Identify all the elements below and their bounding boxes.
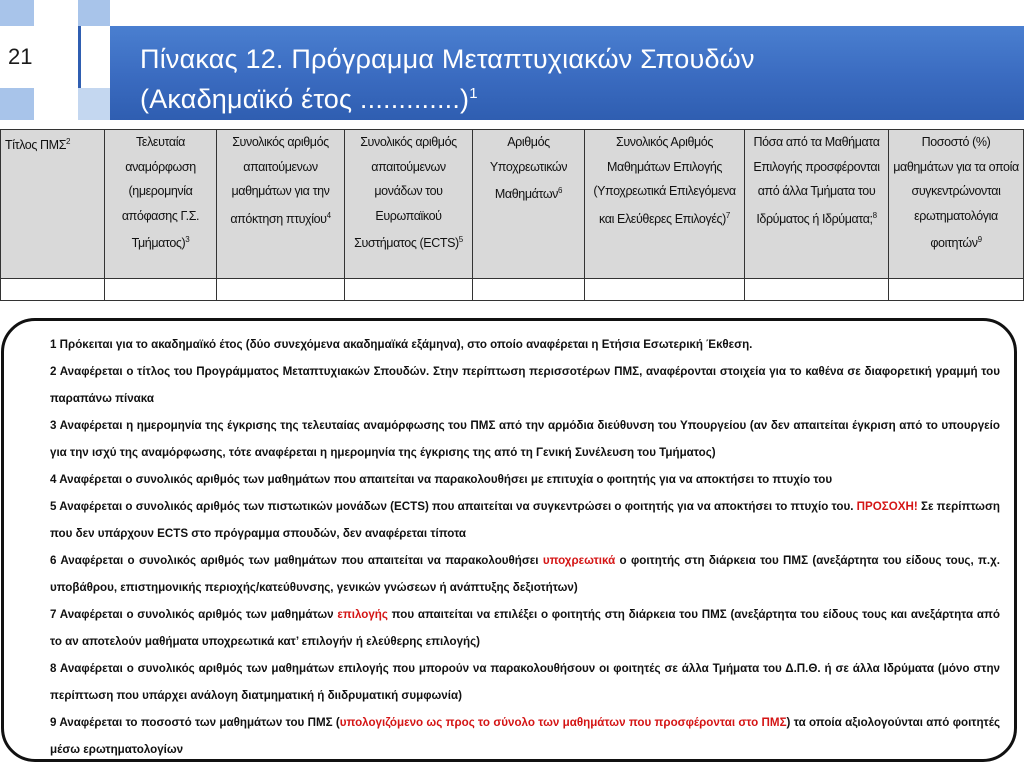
col-header-ects (345, 130, 473, 279)
footnote-ref: 5 (458, 235, 463, 245)
note-text: Σε περίπτωση που δεν υπάρχουν ECTS στο πρόγραμμα σπουδών, δεν αναφέρεται τίποτα (50, 500, 1000, 540)
decor-square (78, 0, 110, 26)
note-text: 9 Αναφέρεται το ποσοστό των μαθημάτων του ΠΜΣ ( (50, 716, 340, 729)
slide-subtitle (140, 84, 478, 115)
col-header-compulsory-courses (473, 130, 585, 279)
note-text: 3 Αναφέρεται η ημερομηνία της έγκρισης της τελευταίας αναμόρφωσης του ΠΜΣ από την αρμόδια διεύθυνση του Υπουργείου (αν δεν απαιτείται έγκριση από το υπουργείο για την ισχύ της αναμόρφωσης, τότε αναφέρεται η ημερομηνία της έγκρισης της από τη Γενική Συνέλευση του Τμήματος) (50, 419, 1000, 459)
table-cell[interactable] (585, 279, 745, 301)
header-text: Συνολικός αριθμός απαιτούμενων μονάδων του Ευρωπαϊκού Συστήματος (ECTS) (354, 135, 459, 251)
footnote-2 (50, 358, 1000, 412)
slide-number-box (0, 26, 81, 88)
footnote-ref: 6 (558, 186, 563, 196)
footnote-ref: 7 (725, 210, 730, 220)
table-cell[interactable] (745, 279, 889, 301)
footnote-ref: 8 (872, 210, 877, 220)
decor-square (78, 88, 110, 120)
footnote-ref: 9 (977, 235, 982, 245)
col-header-title (1, 130, 105, 279)
footnote-4 (50, 466, 1000, 493)
table-header-row (1, 130, 1024, 279)
footnote-5 (50, 493, 1000, 547)
note-text: 6 Αναφέρεται ο συνολικός αριθμός των μαθημάτων που απαιτείται να παρακολουθήσει (50, 554, 543, 567)
note-highlight: υποχρεωτικά (542, 554, 616, 567)
note-text: που απαιτείται να επιλέξει ο φοιτητής στη διάρκεια του ΠΜΣ (ανεξάρτητα του είδους τους και ανεξάρτητα από το αν αποτελούν μαθήματα υποχρεωτικά κατ’ επιλογήν ή ελεύθερης επιλογής) (50, 608, 1000, 648)
header-text: Αριθμός Υποχρεωτικών Μαθημάτων (489, 135, 568, 202)
col-header-elective-courses (585, 130, 745, 279)
footnote-3 (50, 412, 1000, 466)
note-text: ο φοιτητής στη διάρκεια του ΠΜΣ (ανεξάρτητα του είδους τους, π.χ. υποβάθρου, επιστημονικής περιοχής/κατεύθυνσης, γενικών γνώσεων ή ανάπτυξης δεξιοτήτων) (50, 554, 1000, 594)
col-header-questionnaire-percent (889, 130, 1024, 279)
table-cell[interactable] (345, 279, 473, 301)
col-header-total-courses (217, 130, 345, 279)
header-text: Τίτλος ΠΜΣ (5, 138, 67, 153)
note-highlight: υπολογιζόμενο ως προς το σύνολο των μαθημάτων που προσφέρονται στο ΠΜΣ (339, 716, 787, 729)
footnote-9 (50, 709, 1000, 763)
footnote-1 (50, 331, 1000, 358)
decor-square (0, 0, 34, 26)
footnote-ref: 4 (326, 210, 331, 220)
footnote-7 (50, 601, 1000, 655)
table-cell[interactable] (105, 279, 217, 301)
note-text: ) τα οποία αξιολογούνται από φοιτητές μέσω ερωτηματολογίων (50, 716, 1000, 756)
slide-number: 21 (8, 44, 33, 69)
table-cell[interactable] (217, 279, 345, 301)
note-text: 8 Αναφέρεται ο συνολικός αριθμός των μαθημάτων επιλογής που μπορούν να παρακολουθήσουν οι φοιτητές σε άλλα Τμήματα του Δ.Π.Θ. ή σε άλλα Ιδρύματα (μόνο στην περίπτωση που υπάρχει ανάλογη διατμηματική ή διιδρυματική συμφωνία) (50, 662, 1000, 702)
note-text: 2 Αναφέρεται ο τίτλος του Προγράμματος Μεταπτυχιακών Σπουδών. Στην περίπτωση περισσοτέρων ΠΜΣ, αναφέρονται στοιχεία για το καθένα σε διαφορετική γραμμή του παραπάνω πίνακα (50, 365, 1000, 405)
footnote-ref: 1 (469, 85, 478, 102)
table-cell[interactable] (889, 279, 1024, 301)
header-text: Συνολικός Αριθμός Μαθημάτων Επιλογής (Υποχρεωτικά Επιλεγόμενα και Ελεύθερες Επιλογές) (593, 135, 736, 226)
header-text: Πόσα από τα Μαθήματα Επιλογής προσφέρονται από άλλα Τμήματα του Ιδρύματος ή Ιδρύματα; (753, 135, 880, 226)
note-text: 7 Αναφέρεται ο συνολικός αριθμός των μαθημάτων (50, 608, 338, 621)
note-text: 4 Αναφέρεται ο συνολικός αριθμός των μαθημάτων που απαιτείται να παρακολουθήσει με επιτυχία ο φοιτητής για να αποκτήσει το πτυχίο του (50, 473, 833, 486)
table-cell[interactable] (1, 279, 105, 301)
slide-subtitle-text: (Ακαδημαϊκό έτος .............) (140, 84, 470, 114)
footnote-ref: 3 (185, 235, 190, 245)
note-text: 5 Αναφέρεται ο συνολικός αριθμός των πιστωτικών μονάδων (ECTS) που απαιτείται να συγκεντρώσει ο φοιτητής για να αποκτήσει το πτυχίο του. (50, 500, 857, 513)
col-header-external-electives (745, 130, 889, 279)
table-cell[interactable] (473, 279, 585, 301)
col-header-last-revision (105, 130, 217, 279)
note-highlight: επιλογής (337, 608, 388, 621)
footnote-ref: 2 (66, 137, 71, 146)
table-row (1, 279, 1024, 301)
header-text: Ποσοστό (%) μαθημάτων για τα οποία συγκεντρώνονται ερωτηματολόγια φοιτητών (893, 135, 1019, 251)
header-text: Τελευταία αναμόρφωση (ημερομηνία απόφασης Γ.Σ. Τμήματος) (121, 135, 200, 251)
slide-title: Πίνακας 12. Πρόγραμμα Μεταπτυχιακών Σπουδών (140, 44, 755, 74)
decor-square (0, 88, 34, 120)
footnotes-box (1, 318, 1017, 762)
footnote-8 (50, 655, 1000, 709)
note-text: 1 Πρόκειται για το ακαδημαϊκό έτος (δύο συνεχόμενα ακαδημαϊκά εξάμηνα), στο οποίο αναφέρεται η Ετήσια Εσωτερική Έκθεση. (50, 338, 753, 351)
footnote-6 (50, 547, 1000, 601)
programme-table (0, 129, 1024, 301)
note-highlight: ΠΡΟΣΟΧΗ! (856, 500, 918, 513)
header-text: Συνολικός αριθμός απαιτούμενων μαθημάτων για την απόκτηση πτυχίου (230, 135, 330, 226)
